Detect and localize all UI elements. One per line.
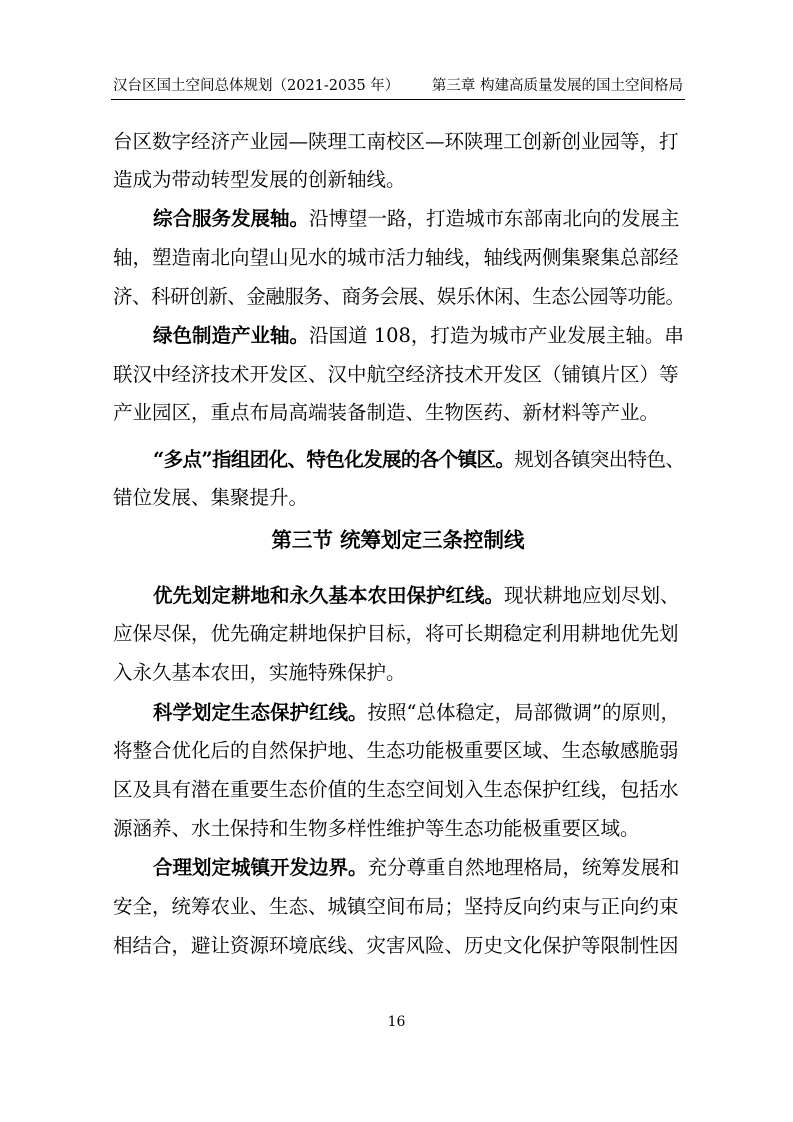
paragraph-text: 充分尊重自然地理格局，统筹发展和 — [367, 856, 680, 879]
paragraph-line: 台区数字经济产业园—陕理工南校区—环陕理工创新创业园等，打 — [113, 130, 679, 153]
paragraph-heading: 合理划定城镇开发边界。 — [153, 856, 368, 879]
paragraph-line: 产业园区，重点布局高端装备制造、生物医药、新材料等产业。 — [113, 401, 660, 424]
paragraph-line: 应保尽保，优先确定耕地保护目标，将可长期稳定利用耕地优先划 — [113, 622, 679, 645]
running-header — [113, 74, 683, 98]
page-number: 16 — [387, 1014, 406, 1030]
paragraph-line: 安全，统筹农业、生态、城镇空间布局；坚持反向约束与正向约束 — [113, 895, 679, 918]
paragraph-line: 入永久基本农田，实施特殊保护。 — [113, 661, 406, 684]
paragraph-heading: 综合服务发展轴。 — [153, 207, 310, 230]
paragraph-heading: 优先划定耕地和永久基本农田保护红线。 — [153, 584, 505, 607]
paragraph-heading: 科学划定生态保护红线。 — [153, 701, 368, 724]
paragraph-heading: “多点”指组团化、特色化发展的各个镇区。 — [153, 448, 515, 471]
paragraph-farmland — [153, 576, 685, 616]
paragraph-text: 规划各镇突出特色、 — [514, 448, 685, 471]
paragraph-line: 造成为带动转型发展的创新轴线。 — [113, 168, 406, 191]
paragraph-text: 按照“总体稳定，局部微调”的原则， — [367, 701, 680, 724]
paragraph-text: 现状耕地应划尽划、 — [504, 584, 680, 607]
paragraph-line: 将整合优化后的自然保护地、生态功能极重要区域、生态敏感脆弱 — [113, 739, 679, 762]
paragraph-line: 源涵养、水土保持和生物多样性维护等生态功能极重要区域。 — [113, 817, 640, 840]
paragraph-urban-boundary — [153, 848, 685, 888]
header-document-title: 汉台区国土空间总体规划（2021-2035 年） — [113, 78, 400, 94]
paragraph-text: 沿博望一路，打造城市东部南北向的发展主 — [309, 207, 680, 230]
paragraph-line: 错位发展、集聚提升。 — [113, 486, 309, 509]
paragraph-line: 联汉中经济技术开发区、汉中航空经济技术开发区（铺镇片区）等 — [113, 363, 679, 386]
paragraph-line: 轴，塑造南北向望山见水的城市活力轴线，轴线两侧集聚集总部经 — [113, 246, 679, 269]
paragraph-line: 区及具有潜在重要生态价值的生态空间划入生态保护红线，包括水 — [113, 778, 679, 801]
section-title: 第三节 统筹划定三条控制线 — [271, 528, 525, 552]
paragraph-ecology — [153, 693, 685, 733]
paragraph-line: 相结合，避让资源环境底线、灾害风险、历史文化保护等限制性因 — [113, 934, 679, 957]
paragraph-green-axis — [153, 316, 685, 356]
header-rule — [111, 99, 685, 100]
header-chapter-title: 第三章 构建高质量发展的国土空间格局 — [431, 78, 683, 94]
paragraph-line: 济、科研创新、金融服务、商务会展、娱乐休闲、生态公园等功能。 — [113, 285, 685, 308]
paragraph-heading: 绿色制造产业轴。 — [153, 324, 310, 347]
paragraph-service-axis — [153, 199, 685, 239]
paragraph-text: 沿国道 108，打造为城市产业发展主轴。串 — [309, 324, 684, 347]
paragraph-multi-point — [153, 440, 685, 480]
